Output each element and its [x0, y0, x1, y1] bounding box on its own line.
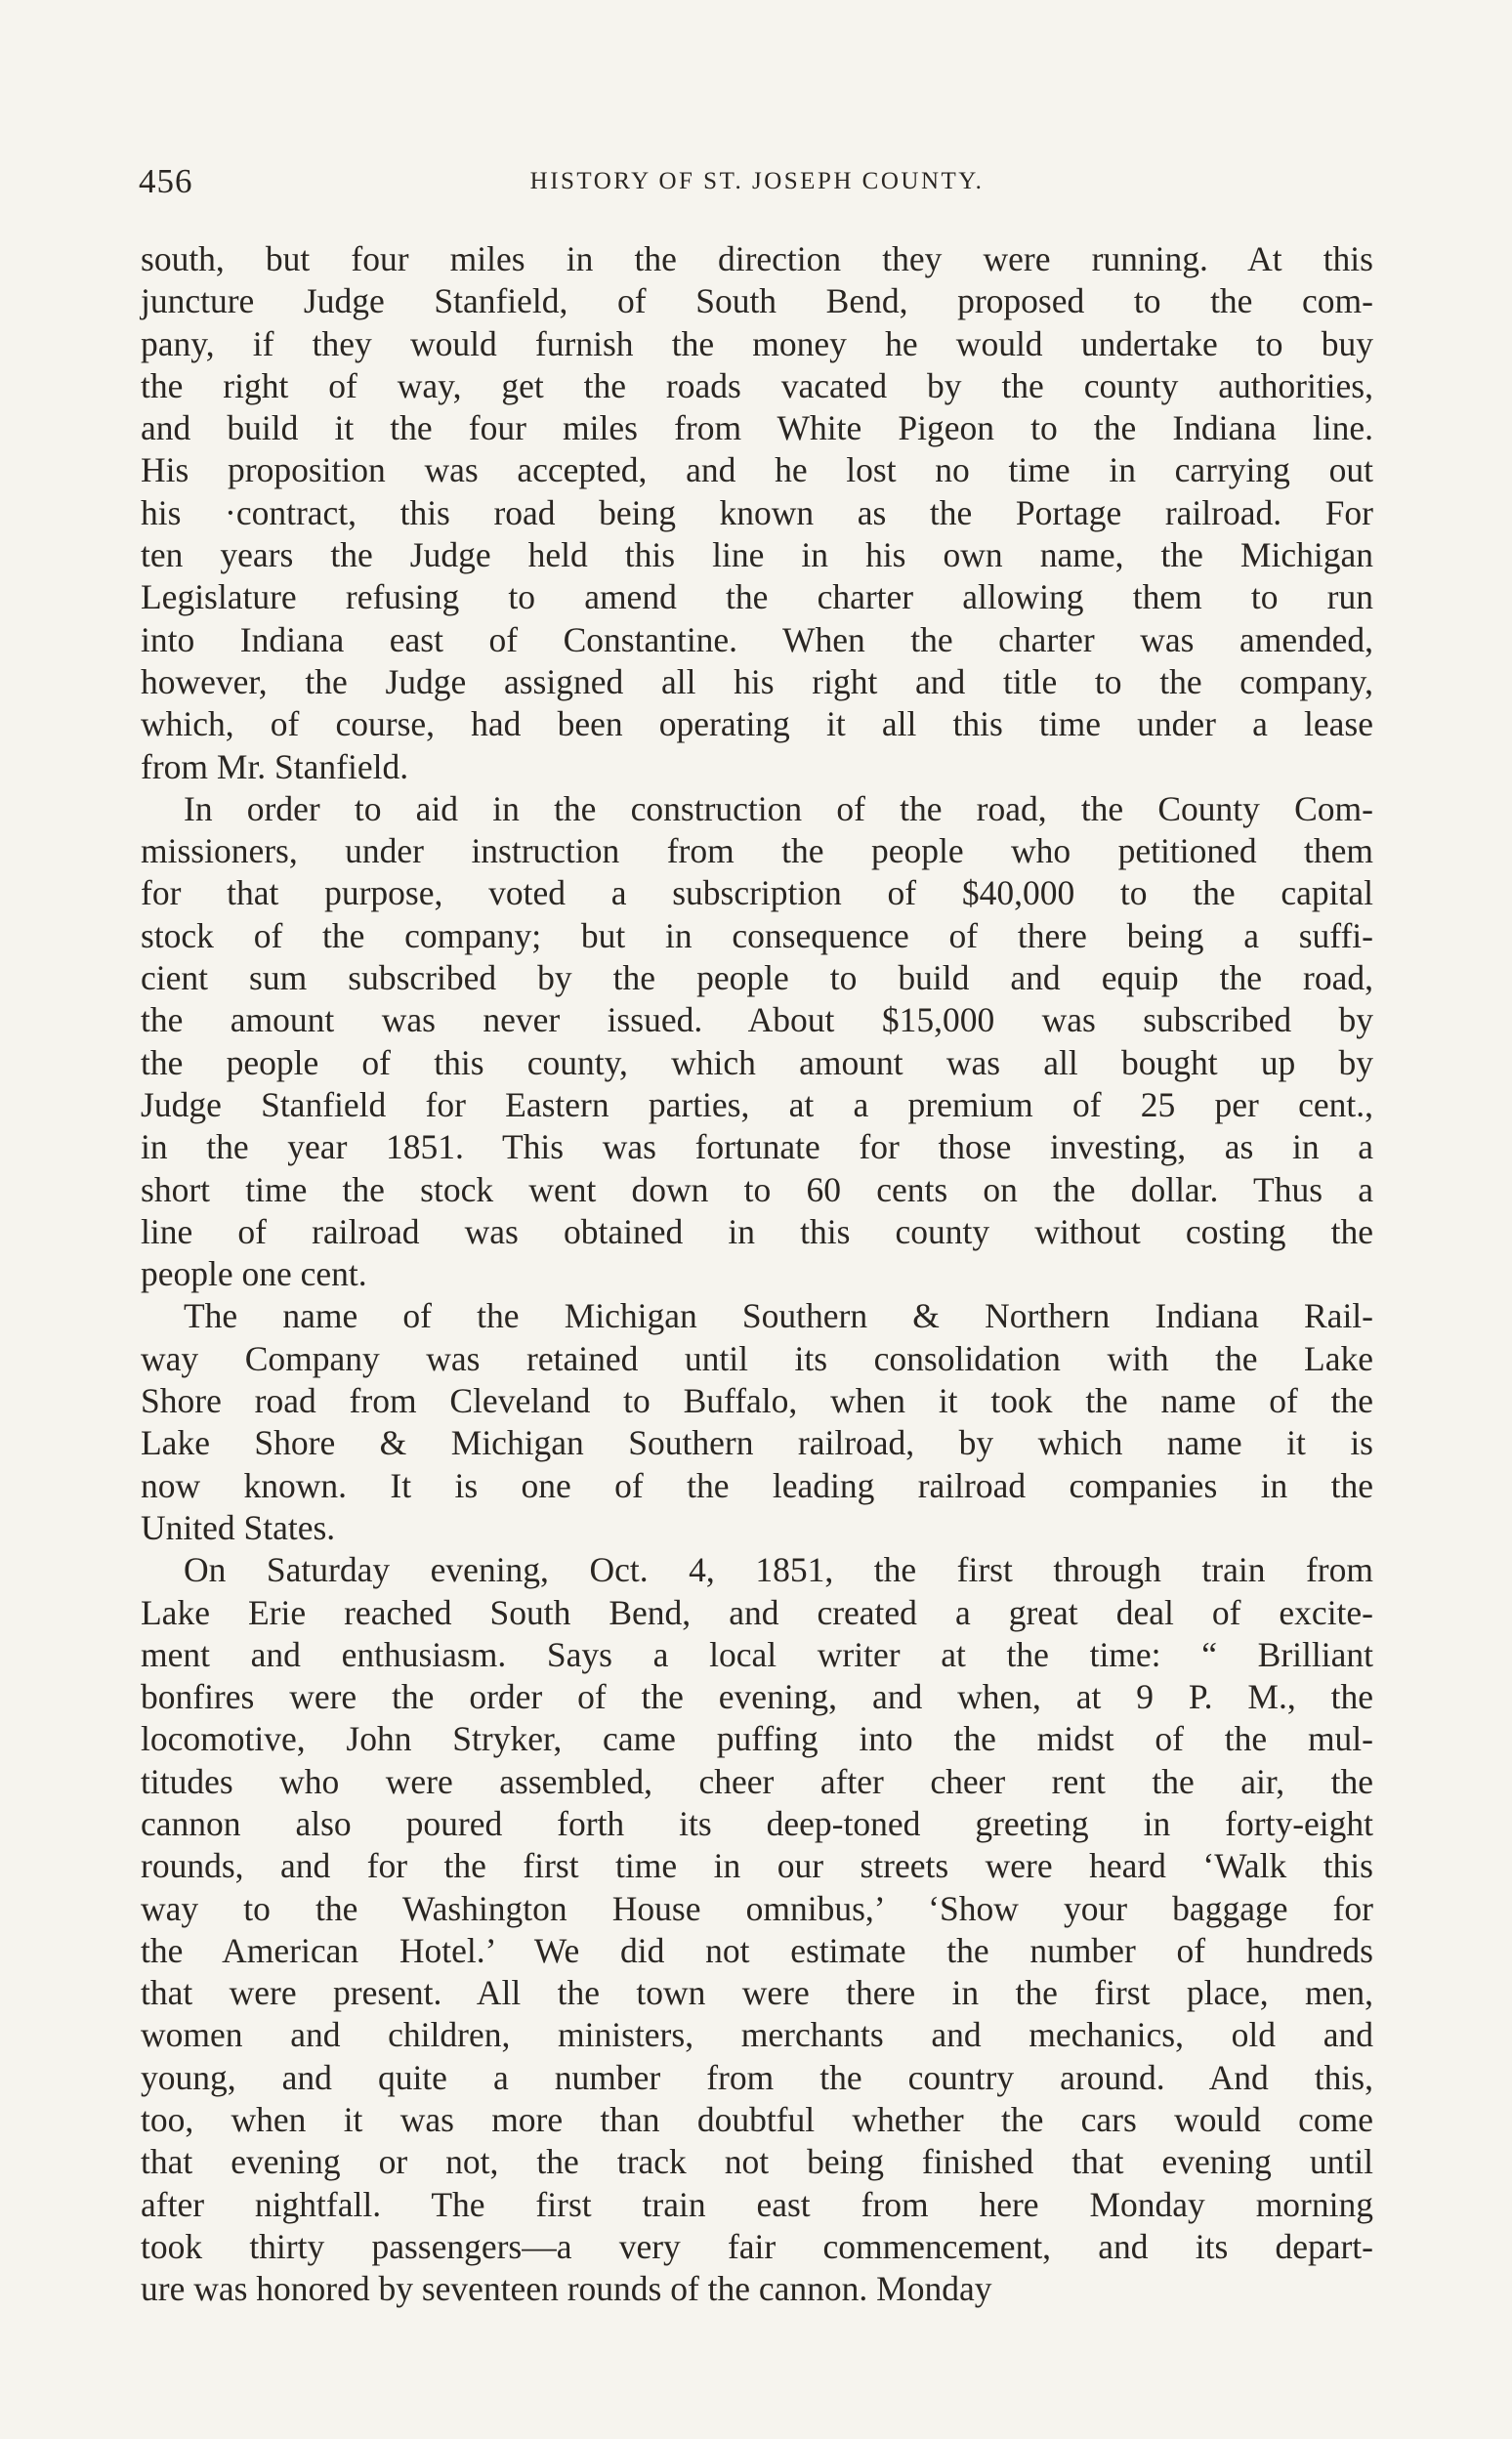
- text-line: titudes who were assembled, cheer after cheer rent the air, the: [141, 1761, 1373, 1801]
- text-line: the right of way, get the roads vacated by the county authorities,: [141, 365, 1373, 405]
- text-line: cannon also poured forth its deep-toned greeting in forty-eight: [141, 1803, 1373, 1843]
- text-line: women and children, ministers, merchants and mechanics, old and: [141, 2015, 1373, 2055]
- text-line: for that purpose, voted a subscription of $40,000 to the capital: [141, 873, 1373, 913]
- text-line: stock of the company; but in consequence of there being a suffi-: [141, 915, 1373, 955]
- text-line: The name of the Michigan Southern & Northern Indiana Rail-: [184, 1296, 1373, 1336]
- text-line: Shore road from Cleveland to Buffalo, when it took the name of the: [141, 1381, 1373, 1421]
- text-line: too, when it was more than doubtful whether the cars would come: [141, 2100, 1373, 2140]
- running-title: HISTORY OF ST. JOSEPH COUNTY.: [529, 168, 985, 194]
- text-line: into Indiana east of Constantine. When the charter was amended,: [141, 619, 1373, 659]
- text-line: In order to aid in the construction of the road, the County Com-: [184, 788, 1373, 828]
- text-line: now known. It is one of the leading railroad companies in the: [141, 1465, 1373, 1505]
- text-line: that were present. All the town were there in the first place, men,: [141, 1973, 1373, 2013]
- text-line: his ·contract, this road being known as the Portage railroad. For: [141, 492, 1373, 532]
- text-line: cient sum subscribed by the people to build and equip the road,: [141, 958, 1373, 998]
- text-line: locomotive, John Stryker, came puffing into the midst of the mul-: [141, 1719, 1373, 1759]
- text-line: bonfires were the order of the evening, and when, at 9 P. M., the: [141, 1677, 1373, 1717]
- text-line: ment and enthusiasm. Says a local writer at the time: “ Brilliant: [141, 1634, 1373, 1674]
- text-line: and build it the four miles from White Pigeon to the Indiana line.: [141, 408, 1373, 448]
- text-line: young, and quite a number from the country around. And this,: [141, 2057, 1373, 2097]
- text-line: United States.: [141, 1507, 336, 1547]
- text-line: Legislature refusing to amend the charter allowing them to run: [141, 577, 1373, 617]
- text-line: juncture Judge Stanfield, of South Bend, proposed to the com-: [141, 281, 1373, 321]
- text-line: after nightfall. The first train east from here Monday morning: [141, 2184, 1373, 2224]
- text-line: in the year 1851. This was fortunate for those investing, as in a: [141, 1127, 1373, 1167]
- text-line: rounds, and for the first time in our streets were heard ‘Walk this: [141, 1846, 1373, 1886]
- text-line: the people of this county, which amount was all bought up by: [141, 1042, 1373, 1082]
- text-line: way Company was retained until its consolidation with the Lake: [141, 1338, 1373, 1378]
- text-line: Lake Erie reached South Bend, and created a great deal of excite-: [141, 1592, 1373, 1632]
- text-line: however, the Judge assigned all his right and title to the company,: [141, 661, 1373, 701]
- page-number: 456: [139, 162, 193, 200]
- text-line: which, of course, had been operating it all this time under a lease: [141, 704, 1373, 744]
- text-line: took thirty passengers—a very fair commencement, and its depart-: [141, 2226, 1373, 2266]
- text-line: His proposition was accepted, and he lost no time in carrying out: [141, 450, 1373, 490]
- text-line: missioners, under instruction from the people who petitioned them: [141, 831, 1373, 871]
- text-line: On Saturday evening, Oct. 4, 1851, the first through train from: [184, 1550, 1373, 1590]
- text-line: south, but four miles in the direction they were running. At this: [141, 239, 1373, 278]
- text-line: Judge Stanfield for Eastern parties, at a premium of 25 per cent.,: [141, 1084, 1373, 1124]
- text-line: ure was honored by seventeen rounds of the cannon. Monday: [141, 2269, 992, 2309]
- text-line: the American Hotel.’ We did not estimate the number of hundreds: [141, 1930, 1373, 1970]
- text-line: that evening or not, the track not being finished that evening until: [141, 2142, 1373, 2182]
- text-line: pany, if they would furnish the money he would undertake to buy: [141, 323, 1373, 363]
- text-line: the amount was never issued. About $15,000 was subscribed by: [141, 1000, 1373, 1040]
- text-line: ten years the Judge held this line in his own name, the Michigan: [141, 535, 1373, 575]
- text-line: Lake Shore & Michigan Southern railroad, by which name it is: [141, 1423, 1373, 1463]
- page-header: [139, 162, 1375, 205]
- body-text: [141, 238, 1373, 2311]
- text-line: line of railroad was obtained in this county without costing the: [141, 1211, 1373, 1251]
- text-line: people one cent.: [141, 1254, 367, 1294]
- text-line: short time the stock went down to 60 cents on the dollar. Thus a: [141, 1169, 1373, 1209]
- text-line: from Mr. Stanfield.: [141, 746, 409, 786]
- text-line: way to the Washington House omnibus,’ ‘Show your baggage for: [141, 1888, 1373, 1928]
